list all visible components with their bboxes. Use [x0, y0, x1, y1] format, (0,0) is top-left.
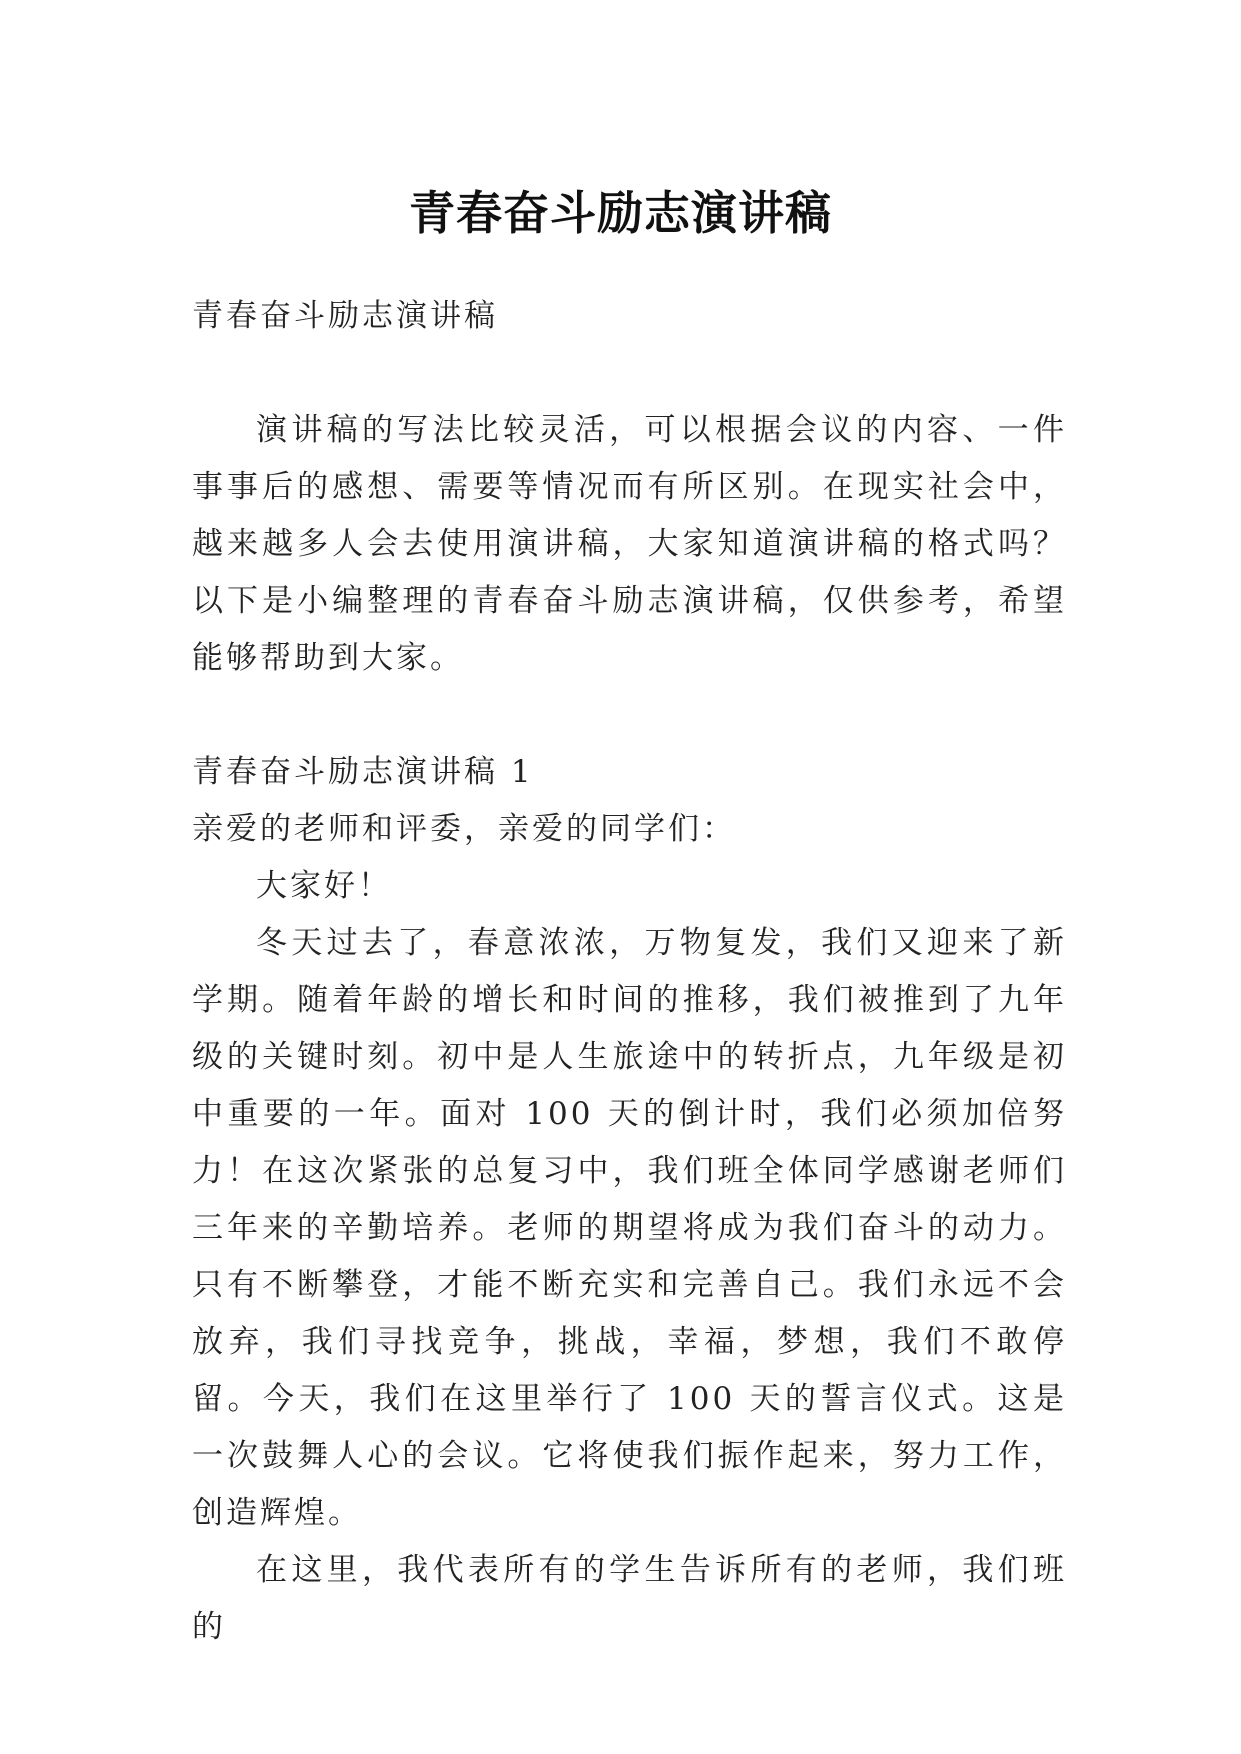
speech-greeting: 大家好！ [256, 868, 392, 904]
speech-paragraph-2: 在这里，我代表所有的学生告诉所有的老师，我们班的 [192, 1552, 1067, 1645]
document-subtitle: 青春奋斗励志演讲稿 [192, 298, 498, 334]
section-heading: 青春奋斗励志演讲稿 1 [192, 754, 534, 790]
intro-paragraph: 演讲稿的写法比较灵活，可以根据会议的内容、一件事事后的感想、需要等情况而有所区别。在现实社会中，越来越多人会去使用演讲稿，大家知道演讲稿的格式吗？以下是小编整理的青春奋斗励志演讲稿，仅供参考，希望能够帮助到大家。 [192, 412, 1067, 676]
document-title: 青春奋斗励志演讲稿 [409, 185, 832, 240]
speech-paragraph-1: 冬天过去了，春意浓浓，万物复发，我们又迎来了新学期。随着年龄的增长和时间的推移，我们被推到了九年级的关键时刻。初中是人生旅途中的转折点，九年级是初中重要的一年。面对 100 天的倒计时，我们必须加倍努力！在这次紧张的总复习中，我们班全体同学感谢老师们三年来的辛勤培养。老师的期望将成为我们奋斗的动力。只有不断攀登，才能不断充实和完善自己。我们永远不会放弃，我们寻找竞争，挑战，幸福，梦想，我们不敢停留。今天，我们在这里举行了 100 天的誓言仪式。这是一次鼓舞人心的会议。它将使我们振作起来，努力工作，创造辉煌。 [192, 925, 1067, 1531]
document-body [192, 288, 1067, 1656]
speech-salutation: 亲爱的老师和评委，亲爱的同学们： [192, 811, 736, 847]
